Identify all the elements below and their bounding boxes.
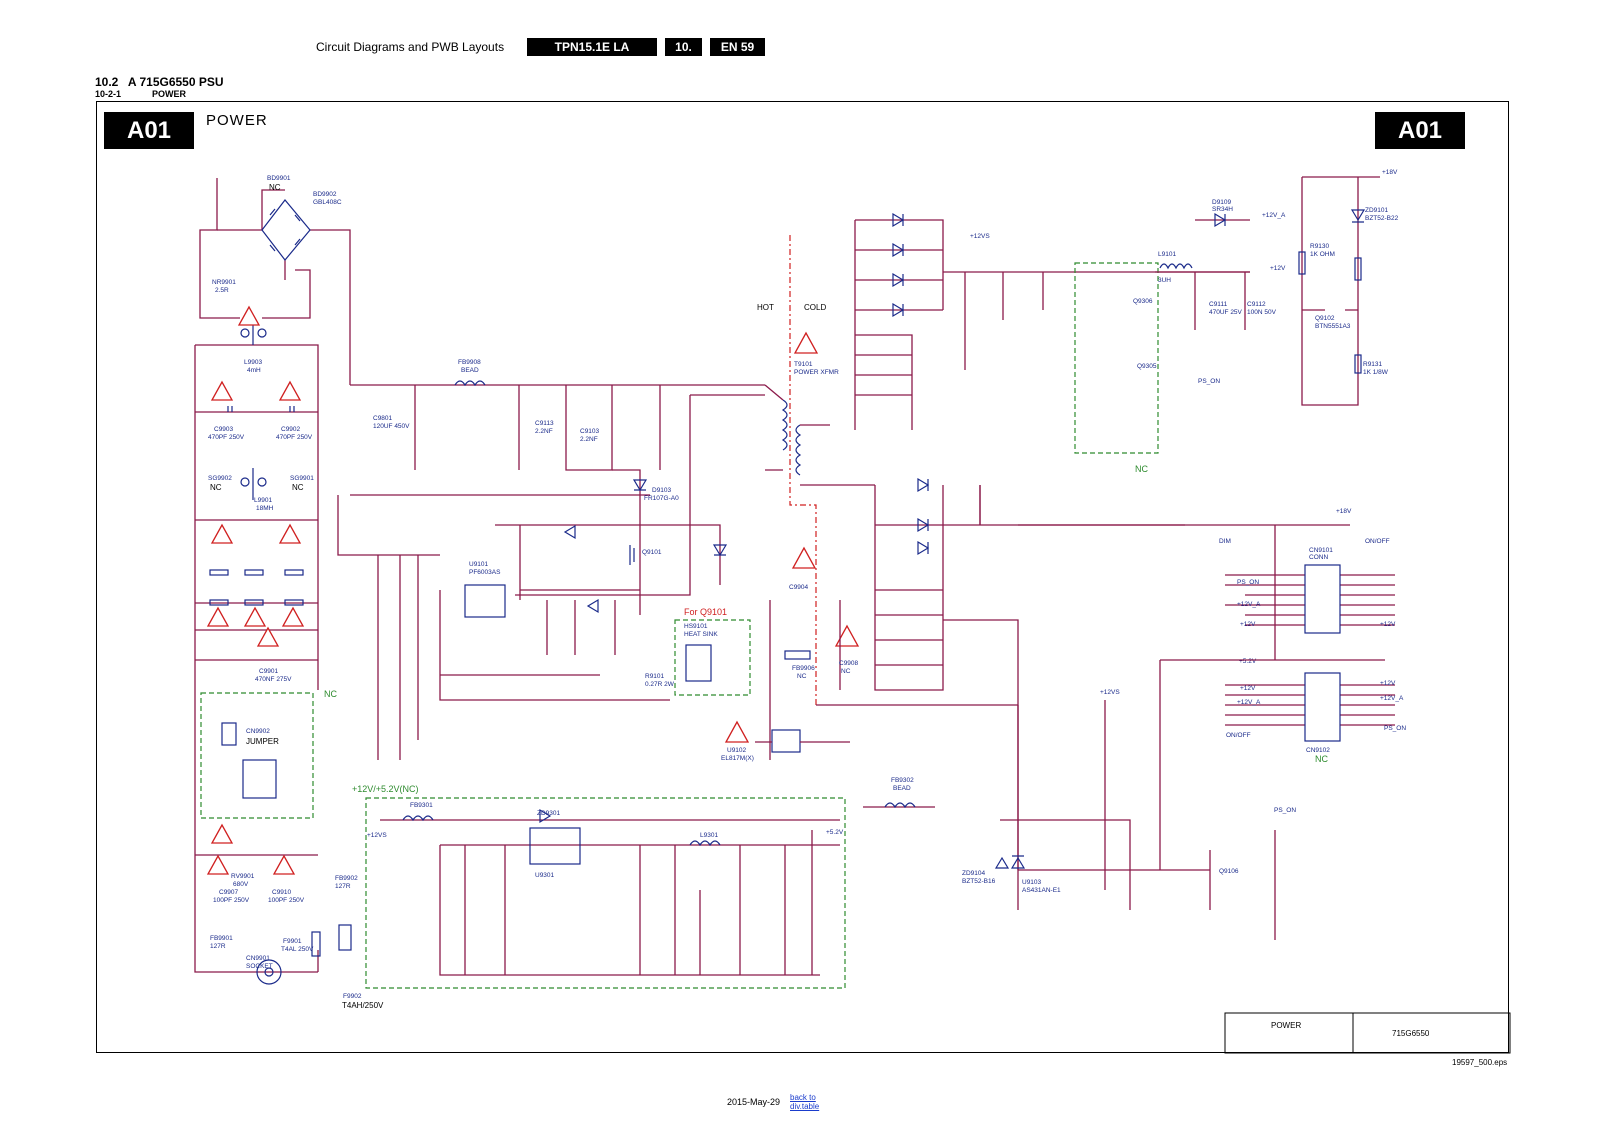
t9101-ref: T9101	[794, 361, 813, 368]
c9103-ref: C9103	[580, 428, 600, 435]
l9901-ref: L9901	[254, 497, 273, 504]
c9112-value: 100N 50V	[1247, 309, 1276, 316]
c9910-value: 100PF 250V	[268, 897, 305, 904]
section-number: 10.2	[95, 75, 119, 89]
c9113-value: 2.2NF	[535, 428, 553, 435]
q9101-ref: Q9101	[642, 549, 662, 556]
c9908-ref: C9908	[839, 660, 859, 667]
footer-date: 2015-May-29	[727, 1097, 781, 1107]
c9902-value: 470PF 250V	[276, 434, 313, 441]
cn9901-ref: CN9901	[246, 955, 270, 962]
fb9902-ref: FB9902	[335, 875, 358, 882]
f9901-ref: F9901	[283, 938, 302, 945]
ps-on-cn9102: PS_ON	[1384, 725, 1407, 732]
sheet-badge-right: A01	[1375, 112, 1465, 149]
12v-a-cn9101: +12V_A	[1237, 601, 1261, 608]
nr9901-value: 2.5R	[215, 287, 229, 294]
r9130-value: 1K OHM	[1310, 251, 1335, 258]
model-tag: TPN15.1E LA	[527, 38, 657, 56]
bd9901-ref: BD9901	[267, 175, 291, 182]
cn9102-nc: NC	[1315, 754, 1328, 764]
c9111-value: 470UF 25V	[1209, 309, 1242, 316]
5v2-converter	[352, 777, 935, 988]
hot-label: HOT	[757, 303, 774, 312]
page-tag: EN 59	[710, 38, 765, 56]
12vs-box: +12VS	[367, 832, 387, 839]
c9910-ref: C9910	[272, 889, 292, 896]
r9131-value: 1K 1/8W	[1363, 369, 1388, 376]
cn9901-value: SOCKET	[246, 963, 273, 970]
on-off-cn9102: ON/OFF	[1226, 732, 1251, 739]
ps-on-feedback: PS_ON	[1274, 807, 1297, 814]
subsection-title: POWER	[152, 89, 187, 99]
ps-on-cn9101: PS_ON	[1237, 579, 1260, 586]
chapter-tag: 10.	[665, 38, 702, 56]
q9102-value: BTN5551A3	[1315, 323, 1351, 330]
l9301-ref: L9301	[700, 832, 719, 839]
fb9908-ref: FB9908	[458, 359, 481, 366]
12v-top: +12V	[1270, 265, 1286, 272]
title-block-board: 715G6550	[1392, 1029, 1430, 1038]
d9103-value: FR107G-A0	[644, 495, 679, 502]
rv9901-ref: RV9901	[231, 873, 255, 880]
12vs-feedback: +12VS	[1100, 689, 1120, 696]
header-title: Circuit Diagrams and PWB Layouts	[316, 40, 505, 54]
12v-a-top: +12V_A	[1262, 212, 1286, 219]
connector-section	[970, 212, 1406, 764]
c9113-ref: C9113	[535, 420, 554, 427]
t9101-value: POWER XFMR	[794, 369, 839, 376]
sg9901-ref: SG9901	[290, 475, 314, 482]
l9903-value: 4mH	[247, 367, 261, 374]
u9103-value: AS431AN-E1	[1022, 887, 1061, 894]
u9101-ref: U9101	[469, 561, 489, 568]
cn9902-ref: CN9902	[246, 728, 270, 735]
r9101-value: 0.27R 2W	[645, 681, 674, 688]
f9902-ref: F9902	[343, 993, 362, 1000]
rv9901-value: 680V	[233, 881, 249, 888]
zd9101-ref: ZD9101	[1365, 207, 1389, 214]
c9908-value: NC	[841, 668, 851, 675]
fb9906-ref: FB9906	[792, 665, 815, 672]
l9101-ref: L9101	[1158, 251, 1177, 258]
12v-a-cn9102-right: +12V_A	[1380, 695, 1404, 702]
dim-label: DIM	[1219, 538, 1231, 545]
fb9908-value: BEAD	[461, 367, 479, 374]
rail-box-label: +12V/+5.2V(NC)	[352, 784, 419, 794]
5v2-box: +5.2V	[826, 829, 844, 836]
hs9101-ref: HS9101	[684, 623, 708, 630]
q9106-ref: Q9106	[1219, 868, 1239, 875]
zd9301-ref: ZD9301	[537, 810, 561, 817]
for-q9101-label: For Q9101	[684, 607, 728, 617]
sg9902-value: NC	[210, 483, 222, 492]
bd9902-ref: BD9902	[313, 191, 337, 198]
c9103-value: 2.2NF	[580, 436, 598, 443]
d9109-value: SR34H	[1212, 206, 1233, 213]
fb9901-ref: FB9901	[210, 935, 233, 942]
12v-cn9101-right: +12V	[1380, 621, 1396, 628]
nc-label-jumper: NC	[324, 689, 337, 699]
c9801-ref: C9801	[373, 415, 393, 422]
sg9902-ref: SG9902	[208, 475, 232, 482]
c9901-value: 470NF 275V	[255, 676, 292, 683]
c9903-ref: C9903	[214, 426, 234, 433]
u9102-value: EL817M(X)	[721, 755, 754, 762]
on-off-label: ON/OFF	[1365, 538, 1390, 545]
cn9101-value: CONN	[1309, 554, 1329, 561]
fb9901-value: 127R	[210, 943, 226, 950]
u9101-value: PF6003AS	[469, 569, 501, 576]
nc-label-q9306: NC	[1135, 464, 1148, 474]
rail-18v-mid: +18V	[1336, 508, 1352, 515]
12v-cn9101: +12V	[1240, 621, 1256, 628]
12v-cn9102-right: +12V	[1380, 680, 1396, 687]
12vs-top: +12VS	[970, 233, 990, 240]
l9901-value: 18MH	[256, 505, 274, 512]
c9901-ref: C9901	[259, 668, 279, 675]
cold-label: COLD	[804, 303, 827, 312]
u9103-ref: U9103	[1022, 879, 1042, 886]
u9102-ref: U9102	[727, 747, 747, 754]
ac-input-section	[195, 175, 765, 1010]
secondary-section	[855, 199, 1277, 870]
12v-cn9102: +12V	[1240, 685, 1256, 692]
r9101-ref: R9101	[645, 673, 665, 680]
l9903-ref: L9903	[244, 359, 263, 366]
title-block-name: POWER	[1271, 1021, 1302, 1030]
f9901-value: T4AL 250V	[281, 946, 314, 953]
c9907-ref: C9907	[219, 889, 239, 896]
fb9301-ref: FB9301	[410, 802, 433, 809]
rail-18v-top: +18V	[1382, 169, 1398, 176]
transformer-section	[721, 235, 1018, 762]
sheet-badge-left: A01	[104, 112, 194, 149]
c9112-ref: C9112	[1247, 301, 1266, 308]
c9902-ref: C9902	[281, 426, 301, 433]
c9904-ref: C9904	[789, 584, 809, 591]
zd9101-value: BZT52-B22	[1365, 215, 1399, 222]
l9101-value: 3UH	[1158, 277, 1172, 284]
12v-a-cn9102: +12V_A	[1237, 699, 1261, 706]
c9907-value: 100PF 250V	[213, 897, 250, 904]
eps-filename: 19597_500.eps	[1452, 1058, 1508, 1067]
cn9102-ref: CN9102	[1306, 747, 1330, 754]
bd9902-value: GBL408C	[313, 199, 342, 206]
hs9101-value: HEAT SINK	[684, 631, 718, 638]
c9903-value: 470PF 250V	[208, 434, 245, 441]
u9301-ref: U9301	[535, 872, 555, 879]
title-block	[1225, 1013, 1510, 1053]
d9109-ref: D9109	[1212, 199, 1232, 206]
bd9901-value: NC	[269, 183, 281, 192]
cn9902-value: JUMPER	[246, 737, 279, 746]
subsection-number: 10-2-1	[95, 89, 122, 99]
r9130-ref: R9130	[1310, 243, 1330, 250]
5v2-label: +5.2V	[1239, 658, 1257, 665]
back-to-div-table-link[interactable]: back to div.table	[790, 1093, 820, 1111]
fb9902-value: 127R	[335, 883, 351, 890]
q9305-ref: Q9305	[1137, 363, 1157, 370]
sg9901-value: NC	[292, 483, 304, 492]
r9131-ref: R9131	[1363, 361, 1383, 368]
f9902-value: T4AH/250V	[342, 1001, 384, 1010]
q9306-ref: Q9306	[1133, 298, 1153, 305]
fb9302-value: BEAD	[893, 785, 911, 792]
primary-section	[338, 359, 765, 760]
18v-regulator	[1299, 169, 1399, 405]
q9102-ref: Q9102	[1315, 315, 1335, 322]
c9801-value: 120UF 450V	[373, 423, 410, 430]
fb9302-ref: FB9302	[891, 777, 914, 784]
zd9104-value: BZT52-B16	[962, 878, 996, 885]
sheet-title: POWER	[206, 112, 268, 129]
fb9906-value: NC	[797, 673, 807, 680]
cn9101-ref: CN9101	[1309, 547, 1333, 554]
section-title: A 715G6550 PSU	[127, 75, 224, 89]
d9103-ref: D9103	[652, 487, 672, 494]
nr9901-ref: NR9901	[212, 279, 236, 286]
ps-on-q9305: PS_ON	[1198, 378, 1221, 385]
c9111-ref: C9111	[1209, 301, 1228, 308]
zd9104-ref: ZD9104	[962, 870, 986, 877]
